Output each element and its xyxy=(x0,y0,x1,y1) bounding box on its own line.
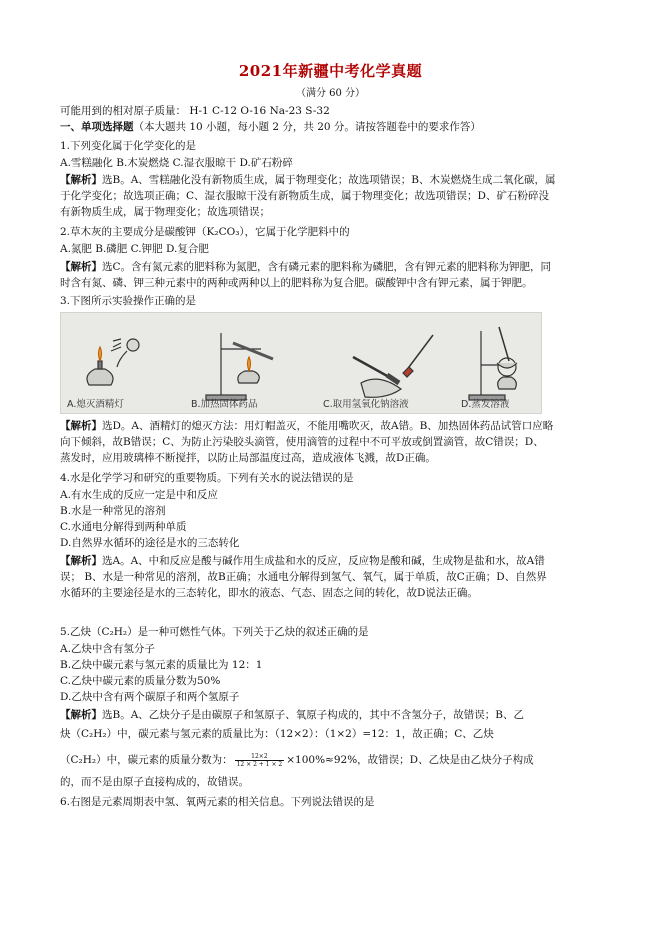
score-note: （满分 60 分） xyxy=(295,88,366,99)
q5-analysis-text: 选B。A、乙炔分子是由碳原子和氢原子、氧原子构成的，其中不含氢分子，故错误；B、乙 xyxy=(102,709,525,721)
q4-analysis-line-3: 水循环的主要途径是水的三态转化，即水的液态、气态、固态之间的转化，故D说法正确。 xyxy=(60,587,478,599)
q3-analysis-text: 选D。A、酒精灯的熄灭方法：用灯帽盖灭，不能用嘴吹灭，故A错。B、加热固体药品试管口应略 xyxy=(102,420,554,432)
q2-analysis-line xyxy=(60,259,608,275)
caption-c: C.取用氢氧化钠溶液 xyxy=(323,399,409,410)
q4-option-b: B.水是一种常见的溶剂 xyxy=(60,505,166,517)
analysis-label: 【解析】 xyxy=(60,420,102,432)
q4-option-d: D.自然界水循环的途径是水的三态转化 xyxy=(60,537,240,549)
section1-title: 一、单项选择题 xyxy=(60,121,134,133)
q5-analysis-text-3a: （C₂H₂）中，碳元素的质量分数为： xyxy=(60,754,233,766)
page-title: 2021年新疆中考化学真题 xyxy=(238,62,423,80)
q3-analysis-line-2: 向下倾斜，故B错误；C、为防止污染胶头滴管，使用滴管的过程中不可平放或倒置滴管，故C错误；D、 xyxy=(60,436,544,448)
q5-analysis-line-4: 的，而不是由原子直接构成的，故错误。 xyxy=(60,776,249,788)
atomic-masses: 可能用到的相对原子质量： H-1 C-12 O-16 Na-23 S-32 xyxy=(60,105,330,117)
q5-stem: 5.乙炔（C₂H₂）是一种可燃性气体。下列关于乙炔的叙述正确的是 xyxy=(60,626,369,638)
q5-option-c: C.乙炔中碳元素的质量分数为50% xyxy=(60,675,221,687)
dropper-illustration xyxy=(353,335,433,397)
q4-analysis-line-2: 误； B、水是一种常见的溶剂，故B正确；水通电分解得到氢气、氧气，属于单质，故C正确；D、自然界 xyxy=(60,571,547,583)
q1-options: A.雪糕融化 B.木炭燃烧 C.湿衣服晾干 D.矿石粉碎 xyxy=(60,157,293,169)
q5-analysis-line-3 xyxy=(60,749,608,773)
caption-a: A.熄灭酒精灯 xyxy=(67,399,124,410)
q1-analysis-text: 选B。A、雪糕融化没有新物质生成，属于物理变化；故选项错误；B、木炭燃烧生成二氧化碳，属 xyxy=(102,174,556,186)
analysis-label: 【解析】 xyxy=(60,261,102,273)
q5-option-d: D.乙炔中含有两个碳原子和两个氢原子 xyxy=(60,691,240,703)
iron-stand-illustration xyxy=(206,333,273,400)
lab-operations-figure xyxy=(60,312,542,414)
caption-d: D.蒸发溶液 xyxy=(461,399,510,410)
q3-stem: 3.下图所示实验操作正确的是 xyxy=(60,295,197,307)
q1-analysis-line-3: 有新物质生成，属于物理变化；故选项错误； xyxy=(60,206,270,218)
q6-stem: 6.右图是元素周期表中氢、氧两元素的相关信息。下列说法错误的是 xyxy=(60,796,375,808)
section1-note: （本大题共 10 小题，每小题 2 分，共 20 分。请按答题卷中的要求作答） xyxy=(133,121,481,133)
q1-analysis-line xyxy=(60,172,608,188)
q3-analysis-line xyxy=(60,418,608,434)
q2-options: A.氮肥 B.磷肥 C.钾肥 D.复合肥 xyxy=(60,243,209,255)
caption-b: B.加热固体药品 xyxy=(191,399,258,410)
analysis-label: 【解析】 xyxy=(60,709,102,721)
alcohol-lamp-illustration xyxy=(87,339,139,385)
analysis-label: 【解析】 xyxy=(60,174,102,186)
q1-analysis-line-2: 于化学变化；故选项正确；C、湿衣服晾干没有新物质生成，属于物理变化；故选项错误；D、矿石粉碎没 xyxy=(60,190,549,202)
q2-analysis-text: 选C。含有氮元素的肥料称为氮肥，含有磷元素的肥料称为磷肥，含有钾元素的肥料称为钾肥，同 xyxy=(102,261,552,273)
q5-option-a: A.乙炔中含有氢分子 xyxy=(60,643,155,655)
q4-analysis-line xyxy=(60,553,608,569)
q1-stem: 1.下列变化属于化学变化的是 xyxy=(60,140,197,152)
section1-header xyxy=(60,119,608,135)
analysis-label: 【解析】 xyxy=(60,555,102,567)
q2-analysis-line-2: 时含有氮、磷、钾三种元素中的两种或两种以上的肥料称为复合肥。碳酸钾中含有钾元素，属于钾肥。 xyxy=(60,277,533,289)
q4-stem: 4.水是化学学习和研究的重要物质。下列有关水的说法错误的是 xyxy=(60,472,354,484)
evaporating-dish-illustration xyxy=(469,327,517,400)
q3-analysis-line-3: 蒸发时，应用玻璃棒不断搅拌，以防止局部温度过高，造成液体飞溅，故D正确。 xyxy=(60,452,436,464)
q5-analysis-text-3b: ×100%≈92%，故错误；D、乙炔是由乙炔分子构成 xyxy=(286,754,534,766)
q5-analysis-line-2: 炔（C₂H₂）中，碳元素与氢元素的质量比为：（12×2）：（1×2）=12：1，故正确；C、乙炔 xyxy=(60,728,494,740)
fraction-numerator: 12×2 xyxy=(235,753,285,761)
q5-option-b: B.乙炔中碳元素与氢元素的质量比为 12：1 xyxy=(60,659,263,671)
q2-stem: 2.草木灰的主要成分是碳酸钾（K₂CO₃），它属于化学肥料中的 xyxy=(60,226,350,238)
mass-fraction xyxy=(235,753,285,768)
q4-option-c: C.水通电分解得到两种单质 xyxy=(60,521,187,533)
q4-option-a: A.有水生成的反应一定是中和反应 xyxy=(60,489,218,501)
fraction-denominator: 12 × 2 + 1 × 2 xyxy=(236,760,283,768)
q4-analysis-text: 选A。A、中和反应是酸与碱作用生成盐和水的反应，反应物是酸和碱，生成物是盐和水，故A错 xyxy=(102,555,545,567)
q5-analysis-line xyxy=(60,707,608,723)
